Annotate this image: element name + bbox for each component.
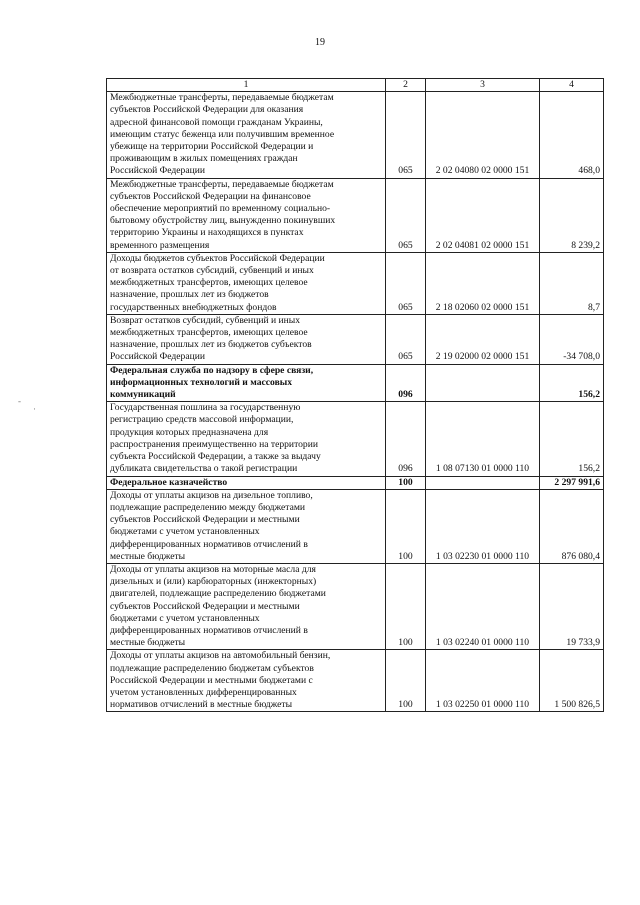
row-description: Доходы от уплаты акцизов на моторные масла для дизельных и (или) карбюраторных (инжекторных) двигателей, подлежащие распределению бюджетами субъектов Российской Федерации и местными бюджетами с учетом установленных дифференцированных нормативов отчислений в местные бюджеты [107, 563, 386, 649]
budget-revenue-table [106, 78, 604, 712]
row-budget-classification-code: 2 18 02060 02 0000 151 [426, 252, 540, 314]
table-row [107, 364, 604, 402]
header-col-1: 1 [107, 79, 386, 92]
row-admin-code: 100 [386, 489, 426, 563]
row-admin-code: 065 [386, 314, 426, 364]
row-admin-code: 100 [386, 563, 426, 649]
row-admin-code: 096 [386, 364, 426, 402]
row-budget-classification-code: 2 02 04080 02 0000 151 [426, 92, 540, 178]
row-budget-classification-code: 2 02 04081 02 0000 151 [426, 178, 540, 252]
row-description: Государственная пошлина за государственную регистрацию средств массовой информации, продукция которых предназначена для распространения преимущественно на территории субъекта Российской Федерации, а также за выдачу дубликата свидетельства о такой регистрации [107, 402, 386, 476]
row-admin-code: 096 [386, 402, 426, 476]
table-row [107, 252, 604, 314]
row-admin-code: 100 [386, 476, 426, 489]
header-col-4: 4 [540, 79, 604, 92]
row-amount: 876 080,4 [540, 489, 604, 563]
page-number: 19 [315, 37, 325, 48]
row-amount: 156,2 [540, 364, 604, 402]
header-col-2: 2 [386, 79, 426, 92]
row-budget-classification-code [426, 476, 540, 489]
row-amount: 156,2 [540, 402, 604, 476]
row-admin-code: 100 [386, 650, 426, 712]
row-description: Доходы бюджетов субъектов Российской Федерации от возврата остатков субсидий, субвенций и иных межбюджетных трансфертов, имеющих целевое назначение, прошлых лет из бюджетов государственных внебюджетных фондов [107, 252, 386, 314]
row-budget-classification-code: 1 08 07130 01 0000 110 [426, 402, 540, 476]
row-amount: 8 239,2 [540, 178, 604, 252]
table-row [107, 476, 604, 489]
row-amount: 2 297 991,6 [540, 476, 604, 489]
header-col-3: 3 [426, 79, 540, 92]
row-amount: 19 733,9 [540, 563, 604, 649]
row-budget-classification-code: 1 03 02240 01 0000 110 [426, 563, 540, 649]
row-description: Федеральная служба по надзору в сфере связи, информационных технологий и массовых коммуникаций [107, 364, 386, 402]
table-row [107, 402, 604, 476]
table-row [107, 92, 604, 178]
row-amount: 8,7 [540, 252, 604, 314]
row-amount: -34 708,0 [540, 314, 604, 364]
row-description: Возврат остатков субсидий, субвенций и иных межбюджетных трансфертов, имеющих целевое назначение, прошлых лет из бюджетов субъектов Российской Федерации [107, 314, 386, 364]
margin-mark: · [33, 404, 36, 414]
row-description: Доходы от уплаты акцизов на дизельное топливо, подлежащие распределению между бюджетами субъектов Российской Федерации и местными бюджетами с учетом установленных дифференцированных нормативов отчислений в местные бюджеты [107, 489, 386, 563]
row-amount: 468,0 [540, 92, 604, 178]
table-body [107, 92, 604, 712]
row-description: Межбюджетные трансферты, передаваемые бюджетам субъектов Российской Федерации на финансовое обеспечение мероприятий по временному социально- бытовому обустройству лиц, вынужденно покинувших территорию Украины и находящихся в пунктах временного размещения [107, 178, 386, 252]
table-row [107, 650, 604, 712]
row-description: Межбюджетные трансферты, передаваемые бюджетам субъектов Российской Федерации для оказания адресной финансовой помощи гражданам Украины, имеющим статус беженца или получившим временное убежище на территории Российской Федерации и проживающим в жилых помещениях граждан Российской Федерации [107, 92, 386, 178]
row-description: Доходы от уплаты акцизов на автомобильный бензин, подлежащие распределению бюджетам субъектов Российской Федерации и местными бюджетами с учетом установленных дифференцированных нормативов отчислений в местные бюджеты [107, 650, 386, 712]
table-row [107, 178, 604, 252]
table-header-row [107, 79, 604, 92]
row-budget-classification-code [426, 364, 540, 402]
row-admin-code: 065 [386, 178, 426, 252]
table-row [107, 563, 604, 649]
row-budget-classification-code: 1 03 02230 01 0000 110 [426, 489, 540, 563]
row-description: Федеральное казначейство [107, 476, 386, 489]
table-row [107, 489, 604, 563]
row-budget-classification-code: 1 03 02250 01 0000 110 [426, 650, 540, 712]
margin-mark: - [18, 396, 21, 406]
row-amount: 1 500 826,5 [540, 650, 604, 712]
row-admin-code: 065 [386, 252, 426, 314]
row-budget-classification-code: 2 19 02000 02 0000 151 [426, 314, 540, 364]
table-row [107, 314, 604, 364]
row-admin-code: 065 [386, 92, 426, 178]
